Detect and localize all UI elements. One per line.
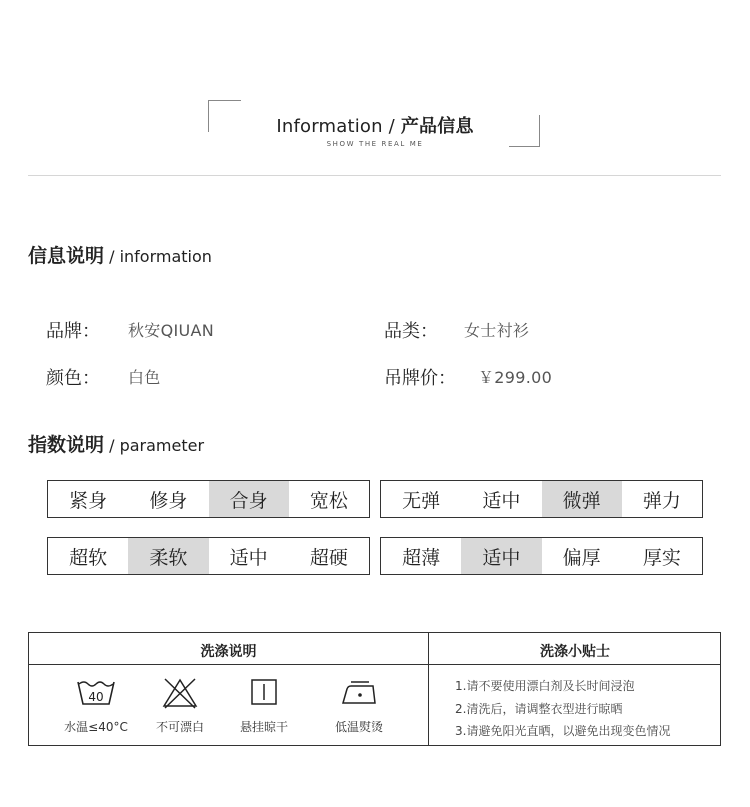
low-iron-icon: [339, 677, 379, 707]
param-option: 超软: [69, 546, 108, 569]
param-option: 偏厚: [562, 546, 601, 569]
info-section-heading: [28, 241, 212, 268]
param-option-selected: 合身: [209, 481, 289, 517]
care-item-low-iron: [314, 677, 404, 734]
param-option: 超硬: [309, 546, 348, 569]
header-divider: [28, 175, 721, 176]
info-label: 品类：: [384, 321, 438, 342]
care-table: [28, 632, 721, 746]
param-option-selected: 适中: [461, 538, 541, 574]
param-option: 厚实: [642, 546, 681, 569]
care-tips-title: 洗涤小贴士: [540, 644, 610, 660]
param-option: 紧身: [69, 489, 108, 512]
page-subtitle: SHOW THE REAL ME: [326, 140, 424, 148]
param-group-softness: [47, 537, 370, 575]
care-item-no-bleach: [135, 677, 225, 734]
param-option: 弹力: [642, 489, 681, 512]
info-label: 品牌：: [46, 321, 100, 342]
info-value: 白色: [128, 368, 161, 387]
info-value: 女士衬衫: [464, 321, 530, 340]
page-title: [0, 112, 750, 138]
param-heading-cn: 指数说明: [28, 434, 105, 456]
info-label: 颜色：: [46, 368, 100, 389]
param-option: 适中: [482, 489, 521, 512]
info-label: 吊牌价：: [384, 368, 456, 389]
param-option: 适中: [229, 546, 268, 569]
care-label: 水温≤40°C: [64, 720, 128, 734]
param-section-heading: [28, 430, 204, 457]
info-value: 秋安QIUAN: [128, 321, 215, 340]
care-label: 低温熨烫: [334, 720, 383, 734]
info-item-price: [384, 364, 553, 390]
param-option: 无弹: [402, 489, 441, 512]
param-option: 宽松: [309, 489, 348, 512]
wash-temp-glyph: 40: [88, 690, 104, 704]
hang-dry-icon: [249, 677, 279, 707]
param-group-elasticity: [380, 480, 703, 518]
care-tips-list: [455, 675, 670, 743]
care-tip: 1.请不要使用漂白剂及长时间浸泡: [455, 679, 635, 693]
param-option: 修身: [149, 489, 188, 512]
no-bleach-icon: [160, 677, 200, 709]
param-option-selected: 柔软: [128, 538, 208, 574]
info-item-category: [384, 317, 530, 343]
info-item-brand: [46, 317, 215, 343]
care-item-wash: [51, 677, 141, 734]
info-heading-en: / information: [104, 247, 212, 266]
care-label: 不可漂白: [155, 720, 204, 734]
wash-40-icon: [76, 677, 116, 707]
param-group-fit: [47, 480, 370, 518]
care-label: 悬挂晾干: [239, 720, 288, 734]
param-option: 超薄: [402, 546, 441, 569]
care-tip: 3.请避免阳光直晒，以避免出现变色情况: [455, 724, 671, 738]
care-tip: 2.清洗后，请调整衣型进行晾晒: [455, 701, 623, 716]
care-table-header-rule: [29, 664, 720, 665]
page-header: [0, 0, 750, 180]
param-group-thickness: [380, 537, 703, 575]
param-heading-en: / parameter: [104, 436, 205, 455]
title-en: Information /: [276, 116, 401, 137]
param-option-selected: 微弹: [542, 481, 622, 517]
info-item-color: [46, 364, 161, 390]
title-cn: 产品信息: [400, 116, 474, 137]
care-instructions-title: 洗涤说明: [200, 644, 257, 660]
info-heading-cn: 信息说明: [28, 245, 105, 267]
care-item-hang-dry: [219, 677, 309, 734]
info-value: ￥299.00: [478, 368, 553, 387]
